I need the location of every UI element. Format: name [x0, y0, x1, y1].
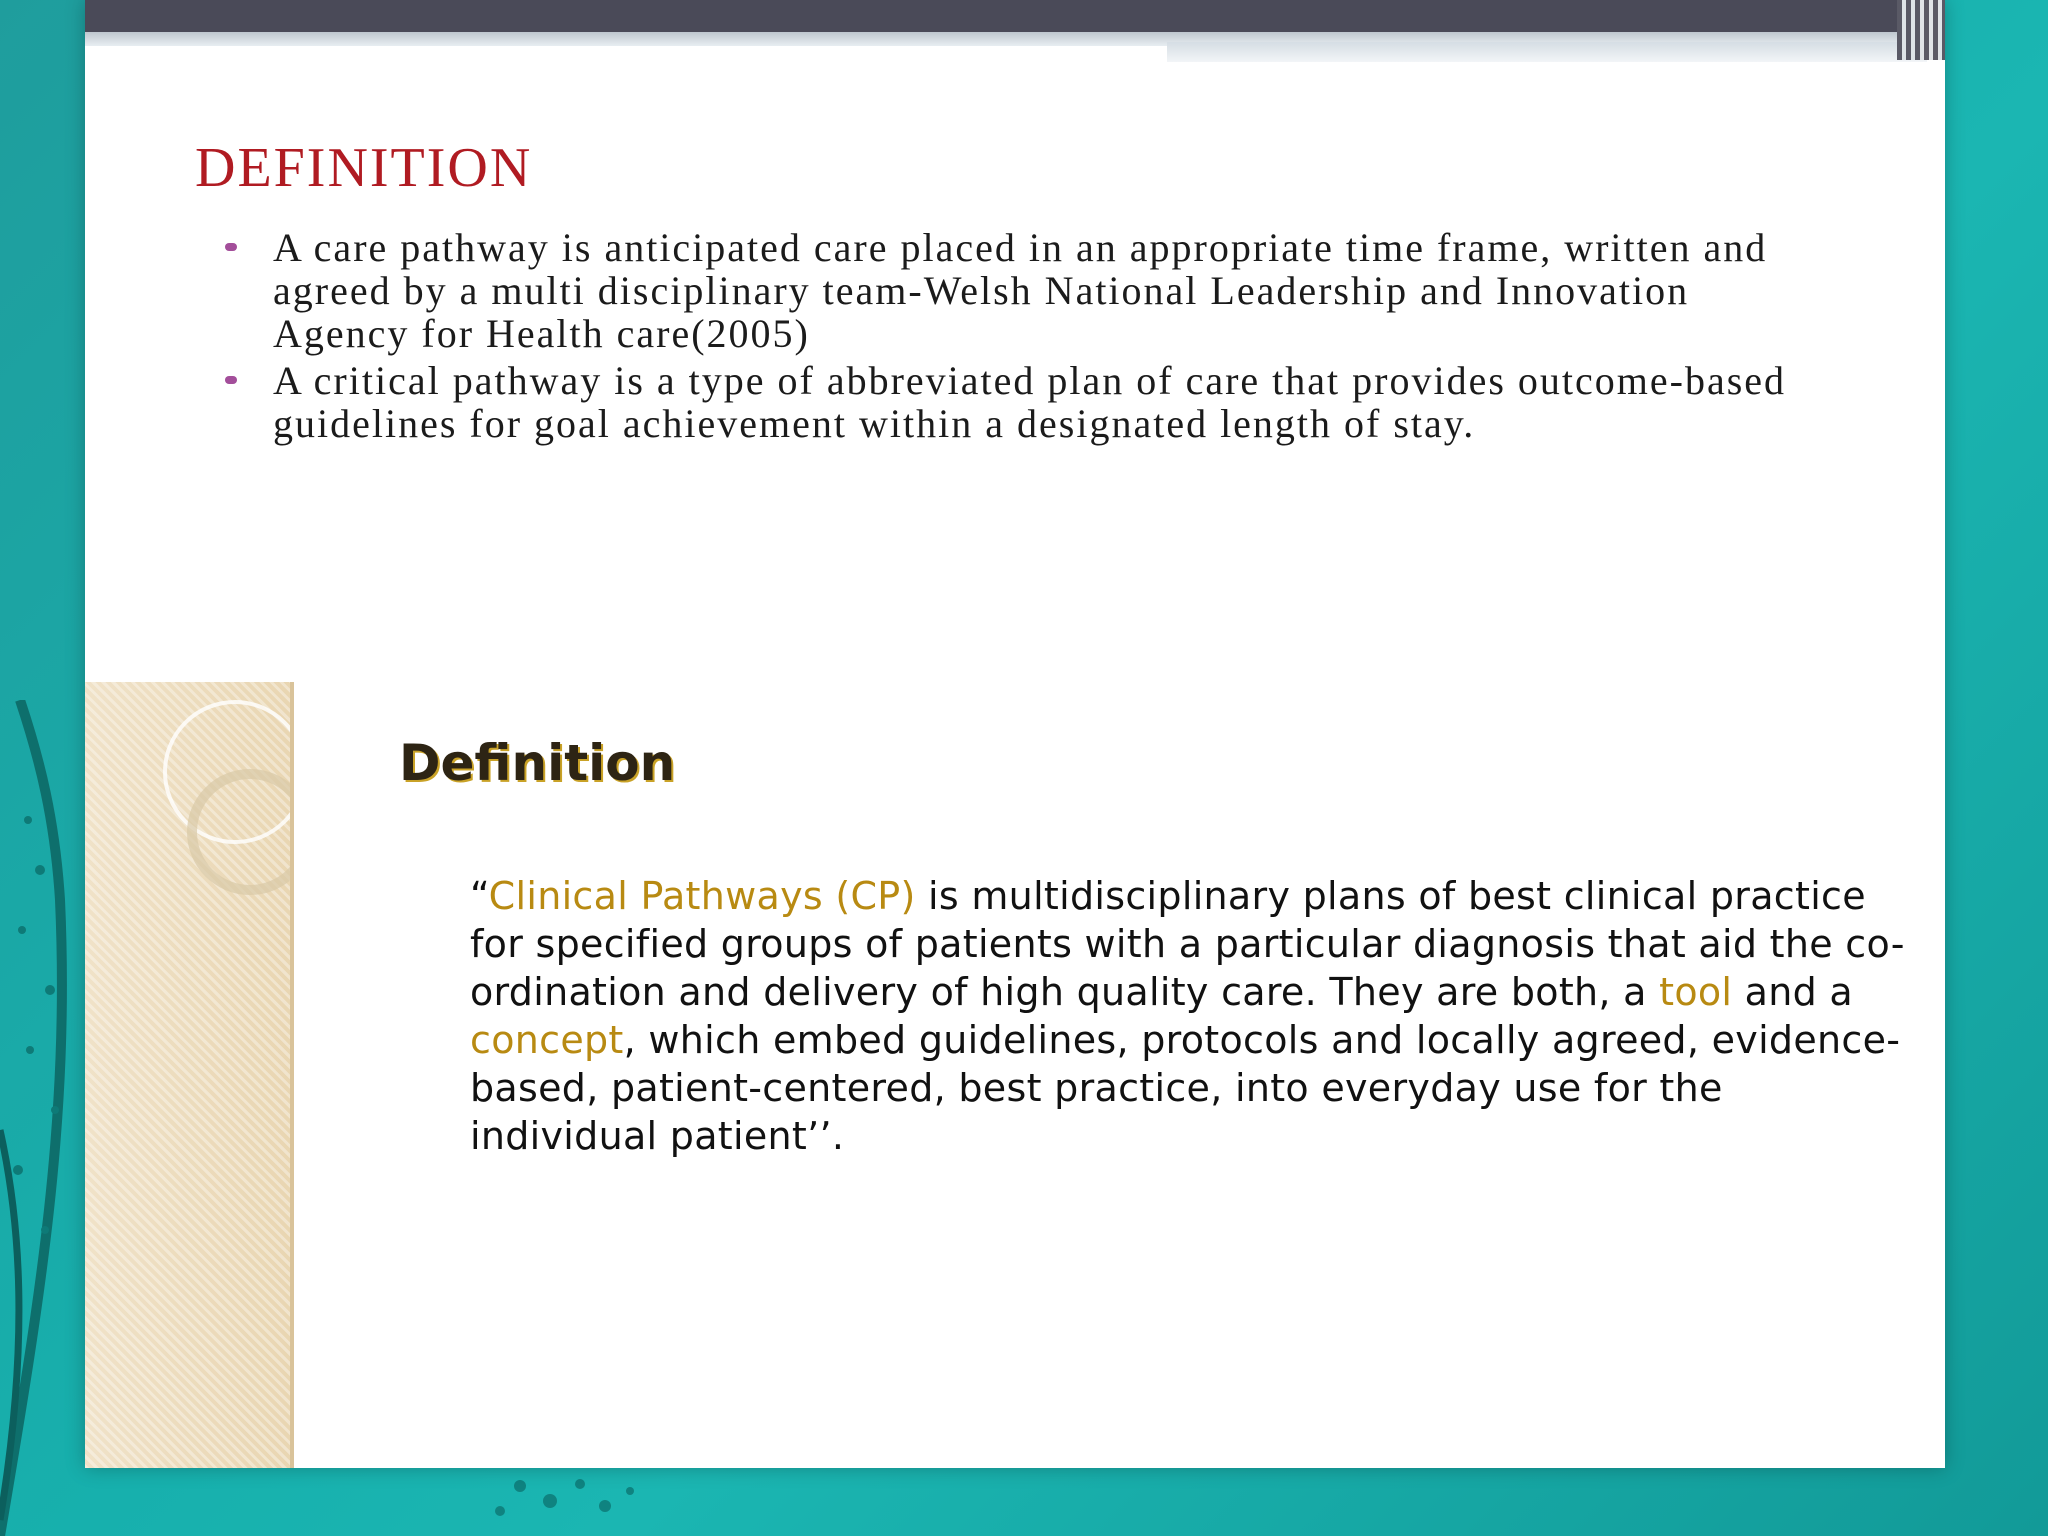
slide — [85, 0, 1945, 1468]
term-clinical-pathways: Clinical Pathways (CP) — [488, 874, 916, 918]
bullet-text: A care pathway is anticipated care placed in an appropriate time frame, written and agreed by a multi disciplinary team-Welsh National Leadership and Innovation Agency for Health care(2005) — [273, 225, 1768, 356]
term-concept: concept — [470, 1018, 624, 1062]
definition-bullet-list — [225, 226, 1925, 449]
definition-heading-bottom: Definition — [399, 734, 676, 792]
quote-open: “ — [470, 874, 489, 918]
bullet-icon — [225, 376, 237, 384]
slide-top-accent — [1167, 42, 1927, 62]
clinical-pathways-quote — [470, 872, 1910, 1160]
circle-ornament-icon — [85, 682, 290, 942]
panel-divider — [290, 682, 294, 1468]
slide-top-bar — [85, 0, 1945, 32]
term-tool: tool — [1659, 970, 1733, 1014]
bullet-item — [225, 359, 1925, 445]
bullet-item — [225, 226, 1925, 355]
bullet-icon — [225, 243, 237, 251]
dot-decoration — [440, 1466, 840, 1536]
bullet-text: A critical pathway is a type of abbreviated plan of care that provides outcome-based guidelines for goal achievement within a designated length of stay. — [273, 358, 1787, 446]
definition-heading-top: DEFINITION — [195, 137, 533, 199]
quote-text: and a — [1732, 970, 1854, 1014]
quote-text: is multidisciplinary plans of best clinical practice for specified groups of patients with a particular diagnosis that aid the co-ordination and delivery of high quality care. They are both, a — [470, 874, 1905, 1014]
lower-slide-side-panel — [85, 682, 290, 1468]
quote-text: , which embed guidelines, protocols and locally agreed, evidence-based, patient-centered, best practice, into everyday use for the individual patient’’. — [470, 1018, 1901, 1158]
slide-top-stripes — [1897, 0, 1945, 60]
